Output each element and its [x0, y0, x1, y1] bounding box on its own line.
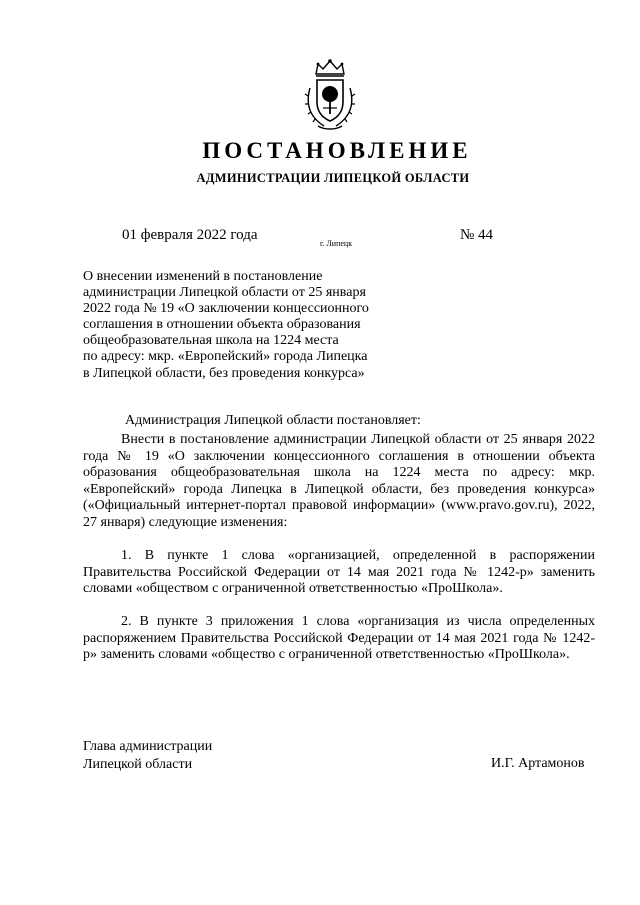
paragraph-main: Внести в постановление администрации Липецкой области от 25 января 2022 года № 19 «О заключении концессионного соглашения в отношении объекта образования общеобразовательная школа на 1224 места по адресу: мкр. «Европейский» города Липецка в Липецкой области, без проведения конкурса» («Официальный интернет-портал правовой информации» (www.pravo.gov.ru), 2022, 27 января) следующие изменения:: [83, 432, 595, 530]
document-subject: [83, 269, 413, 382]
signature-block: [83, 738, 212, 774]
subject-line: администрации Липецкой области от 25 января: [83, 285, 366, 301]
document-subtitle: АДМИНИСТРАЦИИ ЛИПЕЦКОЙ ОБЛАСТИ: [196, 171, 470, 185]
document-date: 01 февраля 2022 года: [122, 227, 258, 243]
paragraph-item-1: 1. В пункте 1 слова «организацией, определенной в распоряжении Правительства Российской Федерации от 14 мая 2021 года № 1242-р» заменить словами «обществом с ограниченной ответственностью «ПроШкола».: [83, 548, 595, 596]
subject-line: общеобразовательная школа на 1224 места: [83, 333, 339, 349]
resolution-intro: Администрация Липецкой области постановляет:: [125, 413, 421, 428]
signer-name: И.Г. Артамонов: [491, 756, 585, 771]
document-number: № 44: [460, 227, 494, 243]
subject-line: по адресу: мкр. «Европейский» города Липецка: [83, 349, 368, 365]
subject-line: 2022 года № 19 «О заключении концессионного: [83, 301, 369, 317]
document-city: г. Липецк: [320, 239, 353, 248]
subject-line: О внесении изменений в постановление: [83, 269, 323, 284]
paragraph-item-2: 2. В пункте 3 приложения 1 слова «организация из числа определенных распоряжением Правительства Российской Федерации от 14 мая 2021 года № 1242-р» заменить словами «общество с ограниченной ответственностью «ПроШкола».: [83, 614, 595, 662]
subject-line: в Липецкой области, без проведения конкурса»: [83, 365, 365, 381]
signature-region: Липецкой области: [83, 757, 193, 772]
signature-position: Глава администрации: [83, 739, 213, 754]
subject-line: соглашения в отношении объекта образования: [83, 317, 361, 333]
document-title: ПОСТАНОВЛЕНИЕ: [202, 138, 472, 163]
coat-of-arms-icon: [302, 58, 358, 132]
